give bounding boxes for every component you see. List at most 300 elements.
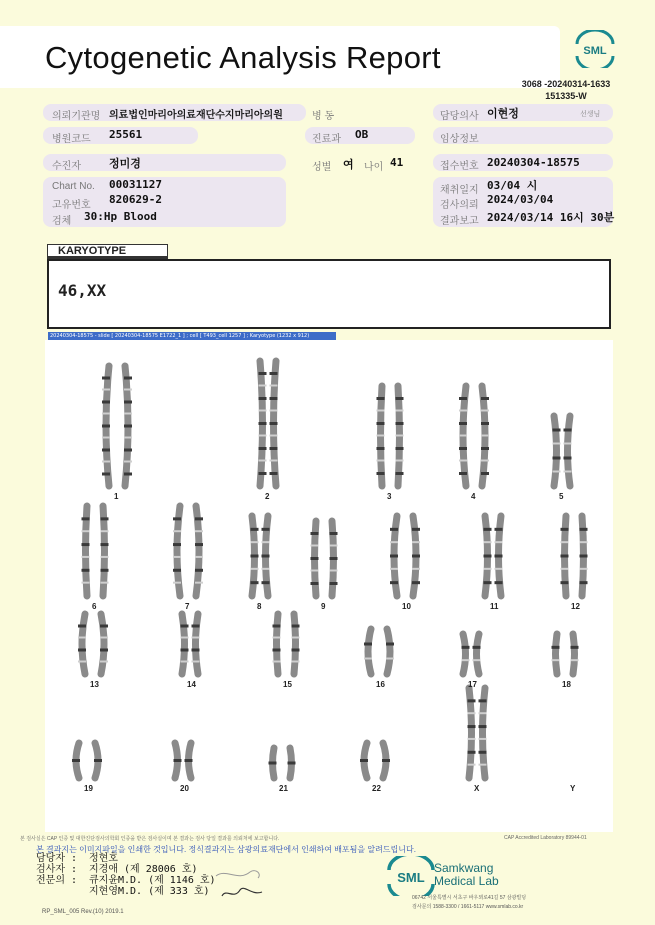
chromosome-label-y: Y [570, 784, 576, 793]
chromosome-band [270, 385, 278, 387]
chromosome-band [390, 581, 398, 584]
chromosome-band [459, 460, 467, 462]
chromosome-band [495, 555, 503, 558]
chromosome-band [102, 449, 110, 452]
chromosome-band [292, 661, 300, 663]
tester-value: 지경애 (제 28006 호) [89, 864, 198, 875]
chromosome-band [100, 637, 108, 639]
collect-value: 03/04 시 [487, 179, 538, 192]
chromosome-band [330, 545, 338, 547]
chromosome-band [473, 659, 481, 661]
chromosome-label-22: 22 [372, 784, 381, 793]
chromosome-band [270, 422, 278, 425]
chromosome-band [181, 637, 189, 639]
brand-line2: Medical Lab [434, 874, 499, 888]
chromosome-band [396, 435, 404, 437]
chromosome-band [174, 759, 182, 762]
chromosome-band [192, 625, 200, 628]
chromosome-band [459, 422, 467, 425]
chromosome-band [195, 556, 203, 558]
chromosome-band [468, 751, 476, 754]
chromosome-band [412, 528, 420, 531]
chromosome-band [564, 429, 572, 432]
chromosome-band [468, 712, 476, 714]
chromosome-band [364, 643, 372, 646]
chromosome-band [102, 437, 110, 439]
chromosome-band [561, 568, 569, 570]
chromosome-band [580, 541, 588, 543]
chromosome-band [102, 401, 110, 404]
chromosome-band [78, 661, 86, 663]
chromosome-band [173, 530, 181, 532]
chromosome-band [330, 570, 338, 572]
chromosome-pair-21 [269, 748, 296, 778]
chromosome-band [82, 543, 90, 546]
specialist-label: 전문의 : [36, 875, 78, 886]
chromosome-band [396, 422, 404, 425]
chromosome-pair-3 [377, 386, 404, 486]
chromosome-band [101, 582, 109, 584]
chromosome-band [396, 472, 404, 475]
chromosome-pair-6 [82, 506, 109, 596]
chromosome-band [270, 397, 278, 400]
chromosome-band [553, 443, 561, 445]
chromosome-pair-18 [552, 634, 579, 674]
chromosome-band [481, 447, 489, 450]
chromosome-band [251, 555, 259, 558]
chromosome-pair-x [468, 688, 487, 778]
chromosome-band [564, 471, 572, 473]
chromosome-label-20: 20 [180, 784, 189, 793]
chromosome-band [396, 397, 404, 400]
chromosome-band [259, 397, 267, 400]
chromosome-label-19: 19 [84, 784, 93, 793]
chromosome-pair-7 [173, 506, 203, 596]
chromosome-band [479, 764, 487, 766]
doctor-suffix: 선생님 [580, 111, 601, 118]
chromosome-band [124, 389, 132, 391]
chromosome-14-1 [182, 614, 185, 674]
chromosome-band [259, 410, 267, 412]
chromosome-band [262, 541, 270, 543]
chromosome-label-6: 6 [92, 602, 97, 611]
chromosome-band [273, 625, 281, 628]
chromosome-band [100, 649, 108, 652]
chromosome-label-11: 11 [490, 602, 499, 611]
chromosome-pair-1 [102, 366, 132, 486]
chromosome-pair-5 [553, 416, 572, 486]
chromosome-band [330, 557, 338, 560]
chromosome-band [173, 569, 181, 572]
chromosome-label-9: 9 [321, 602, 326, 611]
chromosome-band [484, 568, 492, 570]
chromosome-band [101, 556, 109, 558]
chromosome-band [495, 528, 503, 531]
chromosome-band [330, 532, 338, 535]
chromosome-band [311, 532, 319, 535]
chromosome-label-1: 1 [114, 492, 119, 501]
chromosome-band [173, 556, 181, 558]
chromosome-band [288, 762, 296, 765]
chromosome-band [459, 410, 467, 412]
chromosome-band [459, 472, 467, 475]
chromosome-label-10: 10 [402, 602, 411, 611]
specialist2-value: 지현영M.D. (제 333 호) [89, 886, 210, 897]
chromosome-band [251, 581, 259, 584]
chromosome-14-2 [196, 614, 199, 674]
karyogram-svg [45, 340, 613, 832]
chromosome-band [481, 397, 489, 400]
chromosome-band [262, 581, 270, 584]
sex-label: 성별 [312, 162, 332, 173]
chromosome-pair-20 [174, 743, 193, 778]
receipt-value: 20240304-18575 [487, 156, 580, 169]
chromosome-pair-2 [259, 361, 278, 486]
brand-line1: Samkwang [434, 861, 494, 875]
request-value: 2024/03/04 [487, 193, 554, 206]
chromosome-band [396, 447, 404, 450]
chromosome-band [481, 460, 489, 462]
chromosome-band [100, 661, 108, 663]
image-caption: 20240304-18575 - slide [ 20240304-18575 E1722_1 ] ; cell [ T493_cell 1257 ] ; Karyotype (1232 x 912) [48, 332, 336, 340]
chromosome-16-1 [368, 629, 371, 674]
chromosome-band [377, 410, 385, 412]
handler-value: 정현호 [89, 853, 118, 864]
chromosome-band [101, 543, 109, 546]
chart-value: 00031127 [109, 178, 162, 191]
chromosome-13-2 [101, 614, 104, 674]
chromosome-band [377, 435, 385, 437]
sml-logo-text: SML [583, 45, 607, 57]
footer-notice: 본 결과지는 이미지파일을 인쇄한 것입니다. 정식결과지는 삼광의료재단에서 인쇄하여 배포됨을 알려드립니다. [36, 845, 416, 854]
chromosome-band [561, 555, 569, 558]
chromosome-band [330, 582, 338, 585]
chromosome-pair-13 [78, 614, 108, 674]
request-label: 검사의뢰 [440, 200, 479, 211]
chromosome-band [259, 422, 267, 425]
sml-logo [573, 30, 617, 68]
chromosome-label-x: X [474, 784, 480, 793]
karyotype-result: 46,XX [58, 281, 107, 300]
chromosome-band [82, 582, 90, 584]
chromosome-band [124, 377, 132, 380]
chromosome-band [269, 762, 277, 765]
chromosome-band [459, 397, 467, 400]
chromosome-band [459, 435, 467, 437]
chromosome-band [311, 582, 319, 585]
karyotype-tab: KARYOTYPE [47, 244, 168, 259]
chromosome-pair-9 [311, 521, 338, 596]
chromosome-band [101, 517, 109, 520]
chromosome-band [192, 661, 200, 663]
chromosome-band [479, 712, 487, 714]
chromosome-band [495, 581, 503, 584]
clinical-label: 임상정보 [440, 134, 479, 145]
chromosome-band [82, 556, 90, 558]
chromosome-band [78, 637, 86, 639]
form-code: RP_SML_005 Rev.(10) 2019.1 [42, 909, 124, 915]
chromosome-18-2 [573, 634, 575, 674]
chromosome-band [259, 385, 267, 387]
chromosome-band [259, 435, 267, 437]
chromosome-label-4: 4 [471, 492, 476, 501]
chromosome-band [192, 637, 200, 639]
chromosome-pair-10 [390, 516, 420, 596]
collect-label: 채취일지 [440, 185, 479, 196]
chromosome-label-13: 13 [90, 680, 99, 689]
chart-label: Chart No. [52, 181, 95, 192]
chromosome-label-5: 5 [559, 492, 564, 501]
document-code-line2: 151335-W [545, 91, 587, 101]
chromosome-band [364, 658, 372, 660]
chromosome-band [292, 625, 300, 628]
tester-label: 검사자 : [36, 864, 78, 875]
chromosome-band [195, 543, 203, 546]
chromosome-band [124, 473, 132, 476]
chromosome-band [173, 582, 181, 584]
chromosome-band [390, 528, 398, 531]
chromosome-band [481, 410, 489, 412]
chromosome-band [82, 569, 90, 572]
chromosome-band [124, 425, 132, 428]
chromosome-band [412, 581, 420, 584]
chromosome-band [270, 372, 278, 375]
chromosome-band [468, 738, 476, 740]
chromosome-band [195, 582, 203, 584]
chromosome-band [553, 457, 561, 460]
chromosome-band [468, 725, 476, 728]
chromosome-band [377, 447, 385, 450]
sex-value: 여 [343, 158, 354, 171]
chromosome-band [479, 699, 487, 702]
chromosome-17-1 [463, 634, 466, 674]
chromosome-band [360, 759, 368, 762]
hospital-code-label: 병원코드 [52, 134, 91, 145]
chromosome-band [270, 410, 278, 412]
chromosome-band [571, 659, 579, 661]
chromosome-band [484, 541, 492, 543]
chromosome-label-7: 7 [185, 602, 190, 611]
chromosome-band [292, 637, 300, 639]
report-value: 2024/03/14 16시 30분 [487, 211, 615, 224]
chromosome-band [259, 472, 267, 475]
document-code [520, 78, 612, 102]
chromosome-band [192, 649, 200, 652]
chromosome-band [561, 581, 569, 584]
chromosome-band [390, 568, 398, 570]
chromosome-pair-22 [360, 743, 390, 778]
chromosome-band [386, 658, 394, 660]
chromosome-band [124, 401, 132, 404]
chromosome-band [270, 447, 278, 450]
doctor-label: 담당의사 [440, 111, 479, 122]
chromosome-band [468, 699, 476, 702]
chromosome-band [390, 541, 398, 543]
chromosome-band [195, 569, 203, 572]
chromosome-band [377, 460, 385, 462]
dept-value: OB [355, 128, 369, 141]
chromosome-band [462, 646, 470, 649]
chromosome-band [270, 435, 278, 437]
signature-scribble [212, 866, 267, 902]
chromosome-band [412, 541, 420, 543]
specimen-value: 30:Hp Blood [84, 210, 157, 223]
chromosome-pair-11 [484, 516, 503, 596]
id-label: 고유번호 [52, 200, 91, 211]
chromosome-16-2 [387, 629, 390, 674]
chromosome-band [259, 460, 267, 462]
ward-label: 병 동 [312, 111, 335, 122]
chromosome-band [481, 472, 489, 475]
chromosome-band [124, 449, 132, 452]
chromosome-band [273, 649, 281, 652]
chromosome-band [468, 764, 476, 766]
chromosome-band [580, 581, 588, 584]
dept-label: 진료과 [312, 134, 341, 145]
chromosome-band [377, 422, 385, 425]
brand-name [434, 862, 499, 888]
chromosome-band [382, 759, 390, 762]
chromosome-15-2 [294, 614, 296, 674]
chromosome-band [484, 528, 492, 531]
specimen-label: 검체 [52, 216, 72, 227]
chromosome-5-2 [568, 416, 571, 486]
chromosome-band [580, 528, 588, 531]
chromosome-pair-17 [462, 634, 481, 674]
chromosome-5-1 [554, 416, 557, 486]
chromosome-band [311, 545, 319, 547]
chromosome-band [459, 447, 467, 450]
chromosome-band [396, 460, 404, 462]
chromosome-band [102, 413, 110, 415]
chromosome-band [580, 568, 588, 570]
chromosome-band [552, 659, 560, 661]
age-value: 41 [390, 156, 404, 169]
chromosome-band [479, 738, 487, 740]
chromosome-band [185, 759, 193, 762]
chromosome-band [553, 429, 561, 432]
chromosome-band [377, 397, 385, 400]
chromosome-band [553, 471, 561, 473]
chromosome-band [262, 568, 270, 570]
chromosome-band [259, 447, 267, 450]
chromosome-band [292, 649, 300, 652]
chromosome-band [412, 568, 420, 570]
chromosome-band [102, 473, 110, 476]
chromosome-band [100, 625, 108, 628]
chromosome-band [412, 555, 420, 558]
chromosome-label-21: 21 [279, 784, 288, 793]
lab-address [412, 894, 526, 912]
chromosome-band [251, 541, 259, 543]
phone-line: 검사문의 1588-3300 / 1661-5117 www.smlab.co.kr [412, 904, 524, 910]
chromosome-label-3: 3 [387, 492, 392, 501]
chromosome-band [102, 377, 110, 380]
chromosome-band [102, 389, 110, 391]
chromosome-band [72, 759, 80, 762]
id-value: 820629-2 [109, 193, 162, 206]
chromosome-band [262, 528, 270, 531]
chromosome-band [124, 461, 132, 463]
chromosome-band [481, 435, 489, 437]
chromosome-band [564, 443, 572, 445]
chromosome-band [101, 569, 109, 572]
chromosome-band [479, 725, 487, 728]
chromosome-band [251, 528, 259, 531]
chromosome-band [124, 413, 132, 415]
document-code-line1: 3068 -20240314-1633 [521, 79, 611, 89]
chromosome-band [473, 646, 481, 649]
chromosome-band [571, 646, 579, 649]
chromosome-band [195, 517, 203, 520]
doctor-value: 이현정 [487, 107, 519, 120]
chromosome-band [462, 659, 470, 661]
chromosome-pair-19 [72, 743, 102, 778]
chromosome-band [495, 568, 503, 570]
chromosome-band [481, 422, 489, 425]
chromosome-18-1 [556, 634, 558, 674]
chromosome-band [561, 528, 569, 531]
chromosome-band [101, 530, 109, 532]
chromosome-band [94, 759, 102, 762]
chromosome-pair-12 [561, 516, 588, 596]
chromosome-band [495, 541, 503, 543]
chromosome-band [564, 457, 572, 460]
chromosome-label-17: 17 [468, 680, 477, 689]
institution-value: 의료법인마리아의료재단수지마리아의원 [109, 110, 283, 121]
patient-label: 수진자 [52, 161, 81, 172]
chromosome-band [181, 649, 189, 652]
age-label: 나이 [364, 162, 384, 173]
chromosome-label-14: 14 [187, 680, 196, 689]
chromosome-pair-14 [181, 614, 200, 674]
chromosome-band [82, 517, 90, 520]
chromosome-band [124, 437, 132, 439]
chromosome-band [251, 568, 259, 570]
chromosome-band [102, 461, 110, 463]
chromosome-label-8: 8 [257, 602, 262, 611]
chromosome-band [390, 555, 398, 558]
chromosome-band [377, 472, 385, 475]
chromosome-label-2: 2 [265, 492, 270, 501]
chromosome-band [311, 557, 319, 560]
chromosome-band [552, 646, 560, 649]
chromosome-band [484, 581, 492, 584]
report-label: 결과보고 [440, 216, 479, 227]
chromosome-15-1 [277, 614, 279, 674]
chromosome-pair-8 [251, 516, 270, 596]
chromosome-label-12: 12 [571, 602, 580, 611]
specialist1-value: 큐지윤M.D. (제 1146 호) [89, 875, 216, 886]
chromosome-band [561, 541, 569, 543]
chromosome-label-15: 15 [283, 680, 292, 689]
chromosome-pair-16 [364, 629, 394, 674]
chromosome-label-18: 18 [562, 680, 571, 689]
samkwang-logo-text: SML [397, 870, 425, 885]
chromosome-band [262, 555, 270, 558]
cap-accreditation: CAP Accredited Laboratory 89944-01 [504, 835, 587, 841]
chromosome-pair-15 [273, 614, 300, 674]
chromosome-band [102, 425, 110, 428]
chromosome-band [78, 625, 86, 628]
report-title: Cytogenetic Analysis Report [45, 40, 441, 75]
chromosome-band [270, 472, 278, 475]
chromosome-band [273, 661, 281, 663]
receipt-label: 접수번호 [440, 161, 479, 172]
chromosome-band [396, 410, 404, 412]
chromosome-band [181, 625, 189, 628]
chromosome-band [580, 555, 588, 558]
